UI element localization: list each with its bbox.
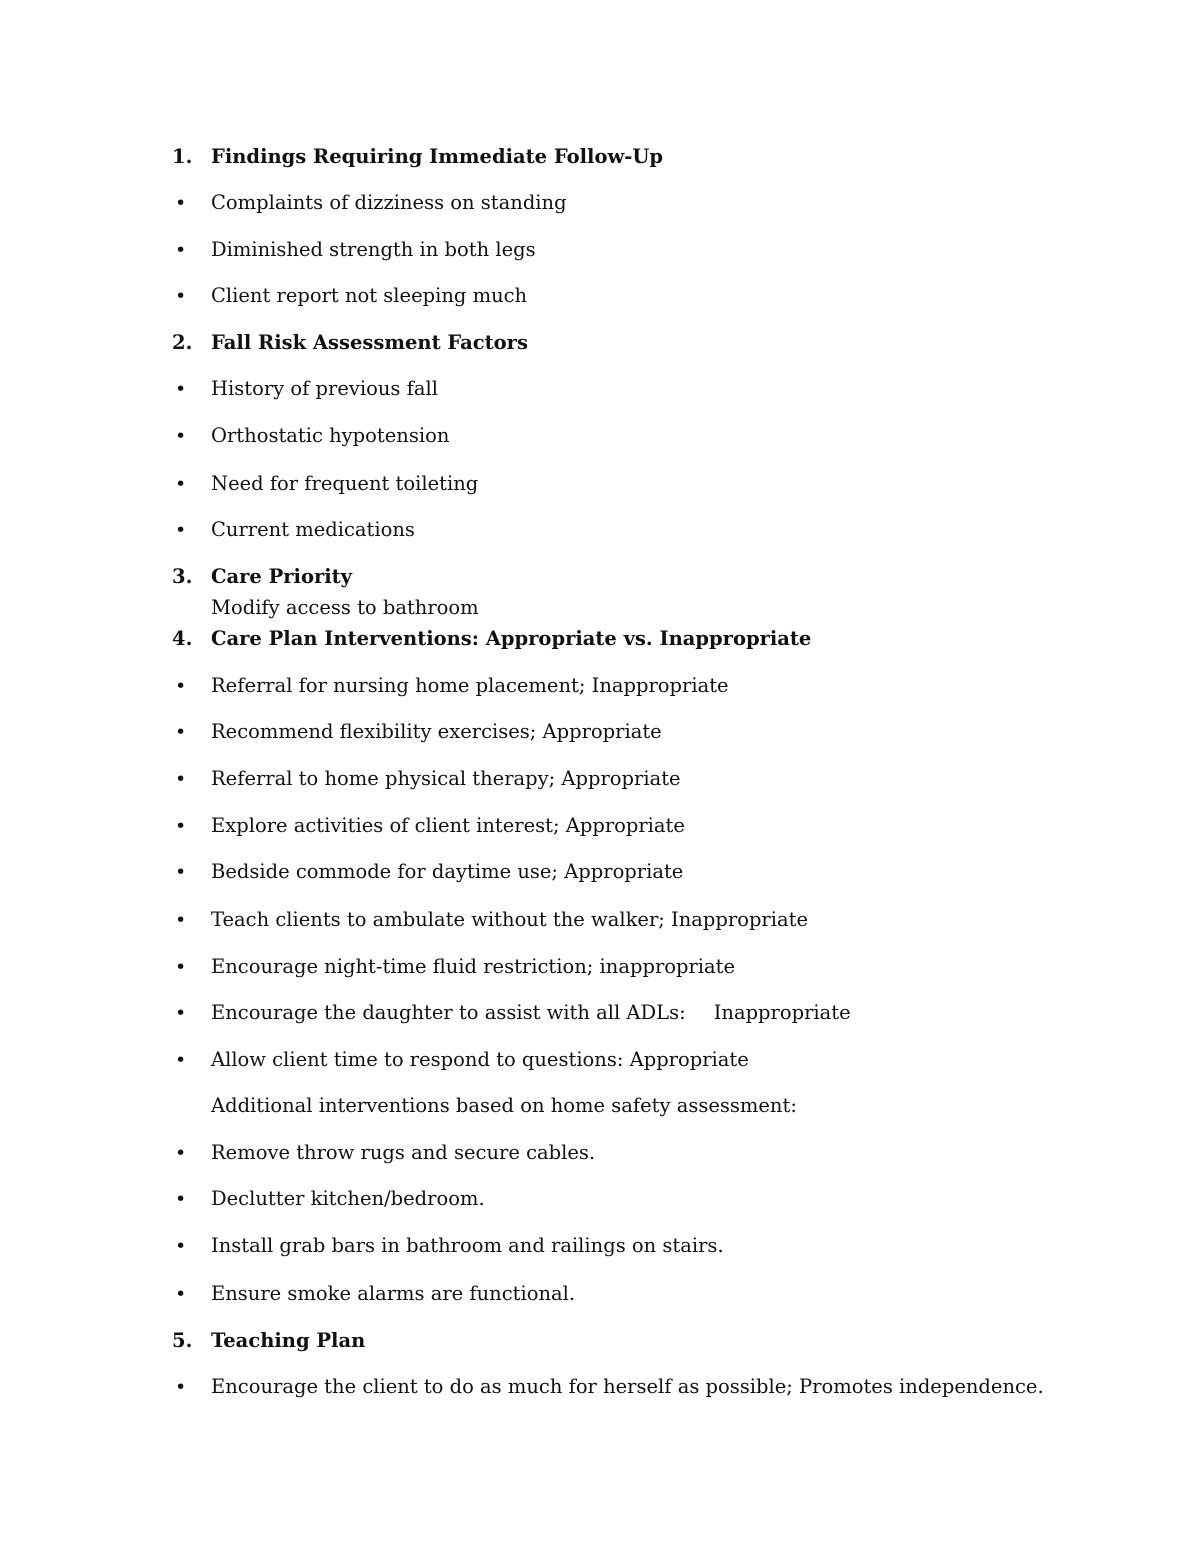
bullet-icon: • [175, 1002, 187, 1024]
section-number: 1. [172, 145, 193, 168]
list-item [0, 280, 1200, 312]
bullet-icon: • [175, 956, 187, 978]
section-title: Care Priority [211, 565, 352, 588]
bullet-icon: • [175, 815, 187, 837]
section-heading-2 [0, 327, 1200, 359]
section-number: 4. [172, 627, 193, 650]
list-item-text: Complaints of dizziness on standing [211, 191, 567, 214]
intervention-text: Encourage the daughter to assist with all ADLs: [211, 1001, 686, 1024]
additional-interventions-label: Additional interventions based on home safety assessment: [211, 1094, 797, 1117]
list-item [0, 763, 1200, 795]
list-item-text [211, 997, 851, 1029]
list-item-text: Need for frequent toileting [211, 472, 479, 495]
bullet-icon: • [175, 1142, 187, 1164]
bullet-icon: • [175, 192, 187, 214]
bullet-icon: • [175, 861, 187, 883]
list-item [0, 716, 1200, 748]
list-item-text: Teach clients to ambulate without the walker; Inappropriate [211, 908, 808, 931]
list-item-text: History of previous fall [211, 377, 438, 400]
list-item-text: Referral for nursing home placement; Inappropriate [211, 674, 729, 697]
bullet-icon: • [175, 675, 187, 697]
section-number: 2. [172, 331, 193, 354]
bullet-icon: • [175, 239, 187, 261]
list-item [0, 1137, 1200, 1169]
list-item [0, 1278, 1200, 1310]
list-item [0, 234, 1200, 266]
bullet-icon: • [175, 1188, 187, 1210]
bullet-icon: • [175, 909, 187, 931]
list-item [0, 1371, 1200, 1403]
bullet-icon: • [175, 768, 187, 790]
list-item-text: Orthostatic hypotension [211, 424, 450, 447]
section-body [0, 592, 1200, 624]
list-item-text: Bedside commode for daytime use; Appropriate [211, 860, 684, 883]
bullet-icon: • [175, 1235, 187, 1257]
section-number: 3. [172, 565, 193, 588]
list-item [0, 1183, 1200, 1215]
bullet-icon: • [175, 1376, 187, 1398]
bullet-icon: • [175, 473, 187, 495]
list-item-text: Remove throw rugs and secure cables. [211, 1141, 596, 1164]
list-item-text: Encourage night-time fluid restriction; inappropriate [211, 955, 736, 978]
bullet-icon: • [175, 721, 187, 743]
section-heading-4 [0, 623, 1200, 655]
list-item [0, 373, 1200, 405]
bullet-icon: • [175, 378, 187, 400]
section-heading-1 [0, 141, 1200, 173]
list-item [0, 951, 1200, 983]
list-item-text: Encourage the client to do as much for herself as possible; Promotes independence. [211, 1375, 1044, 1398]
care-priority-text: Modify access to bathroom [211, 596, 479, 619]
list-item-text: Allow client time to respond to questions: Appropriate [211, 1048, 749, 1071]
list-item-text: Explore activities of client interest; Appropriate [211, 814, 685, 837]
bullet-icon: • [175, 285, 187, 307]
section-title: Teaching Plan [211, 1329, 366, 1352]
list-item [0, 187, 1200, 219]
list-item-text: Install grab bars in bathroom and railings on stairs. [211, 1234, 724, 1257]
bullet-icon: • [175, 425, 187, 447]
list-item [0, 1044, 1200, 1076]
list-item [0, 420, 1200, 452]
section-heading-5 [0, 1325, 1200, 1357]
section-heading-3 [0, 561, 1200, 593]
list-item-text: Current medications [211, 518, 415, 541]
bullet-icon: • [175, 519, 187, 541]
section-title: Care Plan Interventions: Appropriate vs. Inappropriate [211, 627, 812, 650]
list-item [0, 810, 1200, 842]
list-item [0, 856, 1200, 888]
list-item-text: Recommend flexibility exercises; Appropriate [211, 720, 662, 743]
list-item-text: Ensure smoke alarms are functional. [211, 1282, 576, 1305]
bullet-icon: • [175, 1049, 187, 1071]
section-title: Findings Requiring Immediate Follow-Up [211, 145, 663, 168]
list-item-text: Client report not sleeping much [211, 284, 528, 307]
list-item-text: Declutter kitchen/bedroom. [211, 1187, 485, 1210]
list-item [0, 1230, 1200, 1262]
bullet-icon: • [175, 1283, 187, 1305]
list-item-text: Referral to home physical therapy; Appropriate [211, 767, 681, 790]
list-item [0, 670, 1200, 702]
list-item [0, 904, 1200, 936]
section-number: 5. [172, 1329, 193, 1352]
section-title: Fall Risk Assessment Factors [211, 331, 528, 354]
list-item [0, 468, 1200, 500]
subsection-label [0, 1090, 1200, 1122]
list-item-text: Diminished strength in both legs [211, 238, 536, 261]
list-item [0, 514, 1200, 546]
intervention-verdict: Inappropriate [713, 1001, 851, 1024]
list-item [0, 997, 1200, 1029]
